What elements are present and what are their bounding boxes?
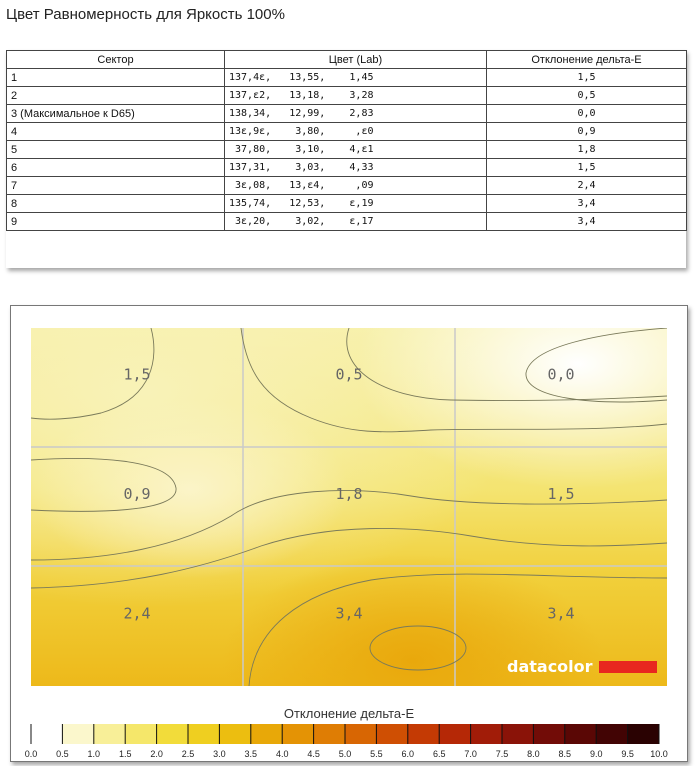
sector-cell: 5 xyxy=(7,141,225,159)
cell-value-label: 0,0 xyxy=(547,365,575,384)
lab-cell: 3ε,20, 3,02, ε,17 xyxy=(225,213,487,231)
legend-swatch xyxy=(313,724,345,744)
table-row xyxy=(7,195,687,213)
legend-swatch xyxy=(250,724,282,744)
cell-value-label: 2,4 xyxy=(123,604,151,623)
lab-cell: 37,80, 3,10, 4,ε1 xyxy=(225,141,487,159)
delta-e-cell: 3,4 xyxy=(487,213,687,231)
legend-tick-label: 4.0 xyxy=(275,749,289,759)
table-header-row xyxy=(7,51,687,69)
cell-value-label: 1,8 xyxy=(335,485,363,503)
sector-cell: 4 xyxy=(7,123,225,141)
table-row xyxy=(7,105,687,123)
cell-value-label: 3,4 xyxy=(547,604,575,623)
lab-cell: 3ε,08, 13,ε4, ,09 xyxy=(225,177,487,195)
sector-cell: 6 xyxy=(7,159,225,177)
delta-e-cell: 1,8 xyxy=(487,141,687,159)
sector-cell: 9 xyxy=(7,213,225,231)
cell-value-label: 0,5 xyxy=(335,365,363,384)
lab-cell: 137,4ε, 13,55, 1,45 xyxy=(225,69,487,87)
legend-tick-label: 9.0 xyxy=(589,749,603,759)
legend-swatch xyxy=(282,724,314,744)
legend-swatch xyxy=(93,724,125,744)
uniformity-table-panel xyxy=(6,50,686,268)
header-delta-e: Отклонение дельта-E xyxy=(487,51,687,69)
uniformity-heatmap xyxy=(31,328,667,686)
lab-cell: 138,34, 12,99, 2,83 xyxy=(225,105,487,123)
cell-value-label: 1,5 xyxy=(547,485,575,503)
legend-tick-label: 6.5 xyxy=(432,749,446,759)
legend-swatch xyxy=(156,724,188,744)
legend-tick-label: 0.0 xyxy=(24,749,38,759)
legend-swatch xyxy=(564,724,596,744)
legend-tick-label: 6.0 xyxy=(401,749,415,759)
delta-e-cell: 0,5 xyxy=(487,87,687,105)
table-row xyxy=(7,177,687,195)
cell-value-label: 0,9 xyxy=(123,485,151,503)
legend-title: Отклонение дельта-E xyxy=(283,706,415,721)
legend-swatch xyxy=(125,724,157,744)
legend-swatch xyxy=(62,724,94,744)
sector-cell: 2 xyxy=(7,87,225,105)
legend-tick-label: 3.5 xyxy=(244,749,258,759)
legend-tick-label: 9.5 xyxy=(621,749,634,759)
legend-swatch xyxy=(596,724,628,744)
delta-e-cell: 3,4 xyxy=(487,195,687,213)
heatmap-panel xyxy=(10,305,688,762)
legend-swatch xyxy=(31,724,63,744)
legend-tick-label: 7.5 xyxy=(495,749,509,759)
lab-cell: 137,ε2, 13,18, 3,28 xyxy=(225,87,487,105)
table-row xyxy=(7,87,687,105)
lab-cell: 137,31, 3,03, 4,33 xyxy=(225,159,487,177)
legend-tick-label: 10.0 xyxy=(650,749,668,759)
legend-tick-label: 4.5 xyxy=(307,749,320,759)
header-lab: Цвет (Lab) xyxy=(225,51,487,69)
legend-swatch xyxy=(407,724,439,744)
legend-tick-label: 0.5 xyxy=(56,749,69,759)
delta-e-cell: 0,9 xyxy=(487,123,687,141)
legend-swatch xyxy=(627,724,659,744)
legend-tick-label: 7.0 xyxy=(464,749,477,759)
delta-e-cell: 1,5 xyxy=(487,69,687,87)
color-scale-legend xyxy=(23,724,673,760)
table-row xyxy=(7,141,687,159)
table-row xyxy=(7,123,687,141)
legend-swatch xyxy=(376,724,408,744)
legend-tick-label: 5.0 xyxy=(338,749,352,759)
delta-e-cell: 2,4 xyxy=(487,177,687,195)
legend-swatch xyxy=(345,724,377,744)
sector-cell: 3 (Максимальное к D65) xyxy=(7,105,225,123)
legend-tick-label: 2.0 xyxy=(150,749,163,759)
legend-tick-label: 3.0 xyxy=(213,749,226,759)
legend-tick-label: 5.5 xyxy=(370,749,383,759)
cell-value-label: 1,5 xyxy=(123,365,151,384)
sector-cell: 7 xyxy=(7,177,225,195)
legend-swatch xyxy=(188,724,220,744)
legend-tick-label: 8.0 xyxy=(527,749,540,759)
delta-e-cell: 0,0 xyxy=(487,105,687,123)
table-row xyxy=(7,69,687,87)
header-sector: Сектор xyxy=(7,51,225,69)
legend-swatch xyxy=(470,724,502,744)
uniformity-table xyxy=(6,50,687,231)
delta-e-cell: 1,5 xyxy=(487,159,687,177)
sector-cell: 1 xyxy=(7,69,225,87)
legend-swatch xyxy=(439,724,471,744)
table-row xyxy=(7,159,687,177)
legend-tick-label: 8.5 xyxy=(558,749,572,759)
svg-text:datacolor: datacolor xyxy=(507,657,593,676)
page-title: Цвет Равномерность для Яркость 100% xyxy=(6,6,285,23)
legend-swatch xyxy=(502,724,534,744)
lab-cell: 135,74, 12,53, ε,19 xyxy=(225,195,487,213)
sector-cell: 8 xyxy=(7,195,225,213)
legend-swatch xyxy=(219,724,251,744)
table-row xyxy=(7,213,687,231)
legend-tick-label: 1.5 xyxy=(118,749,132,759)
legend-tick-label: 1.0 xyxy=(87,749,101,759)
cell-value-label: 3,4 xyxy=(335,604,363,623)
lab-cell: 13ε,9ε, 3,80, ,ε0 xyxy=(225,123,487,141)
legend-tick-label: 2.5 xyxy=(181,749,195,759)
legend-swatch xyxy=(533,724,565,744)
